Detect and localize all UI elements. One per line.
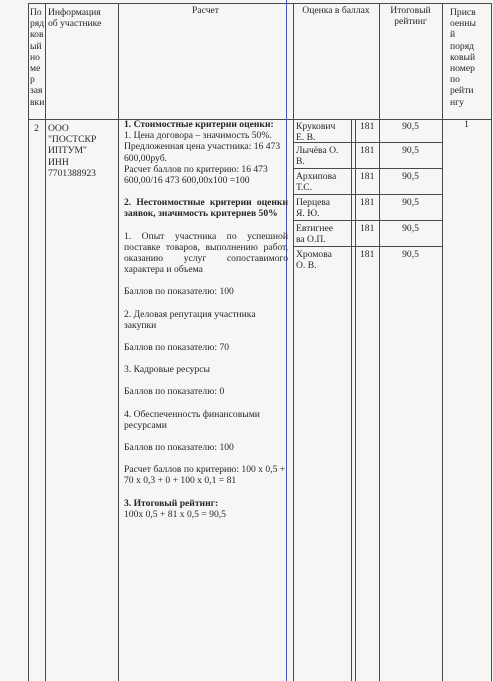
price-weight: 1. Цена договора – значимость 50%. bbox=[124, 130, 272, 142]
header-calc: Расчет bbox=[192, 5, 219, 16]
expert-name: Лычёва О. В. bbox=[296, 145, 339, 168]
expert-score: 181 bbox=[360, 121, 375, 132]
expert-score: 181 bbox=[360, 171, 375, 182]
expert-score: 181 bbox=[360, 249, 375, 260]
expert-rating: 90,5 bbox=[402, 223, 419, 234]
criterion-staff-score: Баллов по показателю: 0 bbox=[124, 386, 225, 398]
expert-rating: 90,5 bbox=[402, 171, 419, 182]
expert-rating: 90,5 bbox=[402, 197, 419, 208]
noncost-criteria-title: 2. Нестоимостные критерии оценки заявок, значимость критериев 50% bbox=[124, 197, 288, 220]
criterion-finance: 4. Обеспеченность финансовыми ресурсами bbox=[124, 408, 260, 431]
expert-name: Хромова О. В. bbox=[296, 249, 332, 272]
assigned-number: 1 bbox=[464, 119, 469, 130]
expert-rating: 90,5 bbox=[402, 145, 419, 156]
cost-criteria-title: 1. Стоимостные критерии оценки: bbox=[124, 119, 274, 130]
criterion-total-calc: Расчет баллов по критерию: 100 х 0,5 + 70 х 0,3 + 0 + 100 х 0,1 = 81 bbox=[124, 464, 286, 487]
criterion-reputation-score: Баллов по показателю: 70 bbox=[124, 342, 230, 354]
criterion-staff: 3. Кадровые ресурсы bbox=[124, 364, 210, 376]
offered-price: Предложенная цена участника: 16 473 600,00руб. bbox=[124, 141, 281, 164]
row-number: 2 bbox=[34, 123, 39, 134]
expert-name: Перцева Я. Ю. bbox=[296, 197, 331, 220]
expert-score: 181 bbox=[360, 197, 375, 208]
header-participant: Информация об участнике bbox=[48, 7, 102, 30]
header-number: По ряд ков ый но ме р зая вки bbox=[30, 7, 45, 108]
final-rating-title: 3. Итоговый рейтинг: bbox=[124, 497, 219, 509]
final-rating-formula: 100х 0,5 + 81 х 0,5 = 90,5 bbox=[124, 508, 226, 520]
participant-info: ООО "ПОСТСКР ИПТУМ" ИНН 7701388923 bbox=[48, 123, 97, 179]
expert-rating: 90,5 bbox=[402, 121, 419, 132]
header-rating: Итоговый рейтинг bbox=[390, 5, 431, 28]
expert-name: Архипова Т.С. bbox=[296, 171, 337, 194]
criterion-experience: 1. Опыт участника по успешной поставке товаров, выполнению работ, оказанию услуг сопоставимого характера и объема bbox=[124, 230, 288, 276]
header-score: Оценка в баллах bbox=[302, 5, 370, 16]
price-score-calc: Расчет баллов по критерию: 16 473 600,00/16 473 600,00х100 =100 bbox=[124, 163, 268, 187]
expert-name: Крукович Е. В. bbox=[296, 121, 336, 144]
criterion-experience-score: Баллов по показателю: 100 bbox=[124, 286, 234, 298]
expert-name: Евтигнее ва О.П. bbox=[296, 223, 334, 246]
expert-rating: 90,5 bbox=[402, 249, 419, 260]
expert-score: 181 bbox=[360, 223, 375, 234]
criterion-finance-score: Баллов по показателю: 100 bbox=[124, 442, 234, 454]
expert-score: 181 bbox=[360, 145, 375, 156]
criterion-reputation: 2. Деловая репутация участника закупки bbox=[124, 308, 256, 331]
calculation-block bbox=[124, 119, 288, 520]
header-assigned: Присв оенны й поряд ковый номер по рейти нгу bbox=[450, 7, 476, 108]
